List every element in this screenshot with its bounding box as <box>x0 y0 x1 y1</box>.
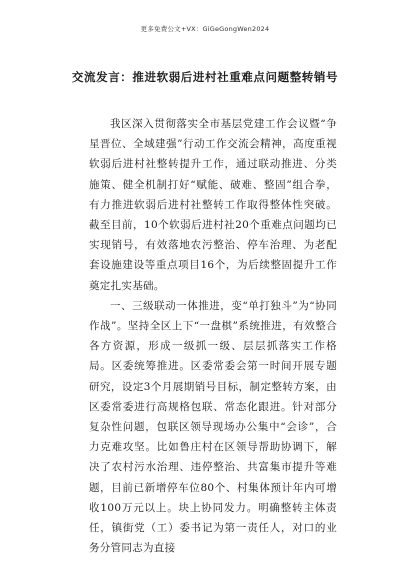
document-title: 交流发言：推进软弱后进村社重难点问题整转销号 <box>71 70 339 84</box>
header-note: 更多免费公文+VX：GiGeGongWen2024 <box>140 25 270 33</box>
paragraph-section-1: 一、三级联动一体推进，变“单打独斗”为“协同作战”。坚持全区上下“一盘棋”系统推进，有效整合各方资源，形成一级抓一级、层层抓落实工作格局。区委统筹推进。区委常委会第一时间开展专题研究，设定3个月展期销号目标，制定整转方案，由区委常委进行高规格包联、常态化跟进。针对部分复杂性问题，包联区领导现场办公集中“会诊”，合力克难攻坚。比如鲁庄村在区领导帮助协调下，解决了农村污水治理、违停整治、共富集市提升等难题，目前已新增停车位80个、村集体预计年内可增收100万元以上。块上协同发力。明确整转主体责任，镇街党（工）委书记为第一责任人，对口的业务分管同志为直接 <box>89 299 337 555</box>
document-body <box>89 114 337 558</box>
paragraph-intro: 我区深入贯彻落实全市基层党建工作会议暨“争星晋位、全域建强”行动工作交流会精神，高度重视软弱后进村社整转提升工作，通过联动推进、分类施策、健全机制打好“赋能、破难、整固”组合拳，有力推进软弱后进村社整转工作取得整体性突破。截至目前，10个软弱后进村社20个重难点问题均已实现销号，有效落地农污整治、停车治理、为老配套设施建设等重点项目16个，为后续整固提升工作奠定扎实基础。 <box>89 118 337 292</box>
